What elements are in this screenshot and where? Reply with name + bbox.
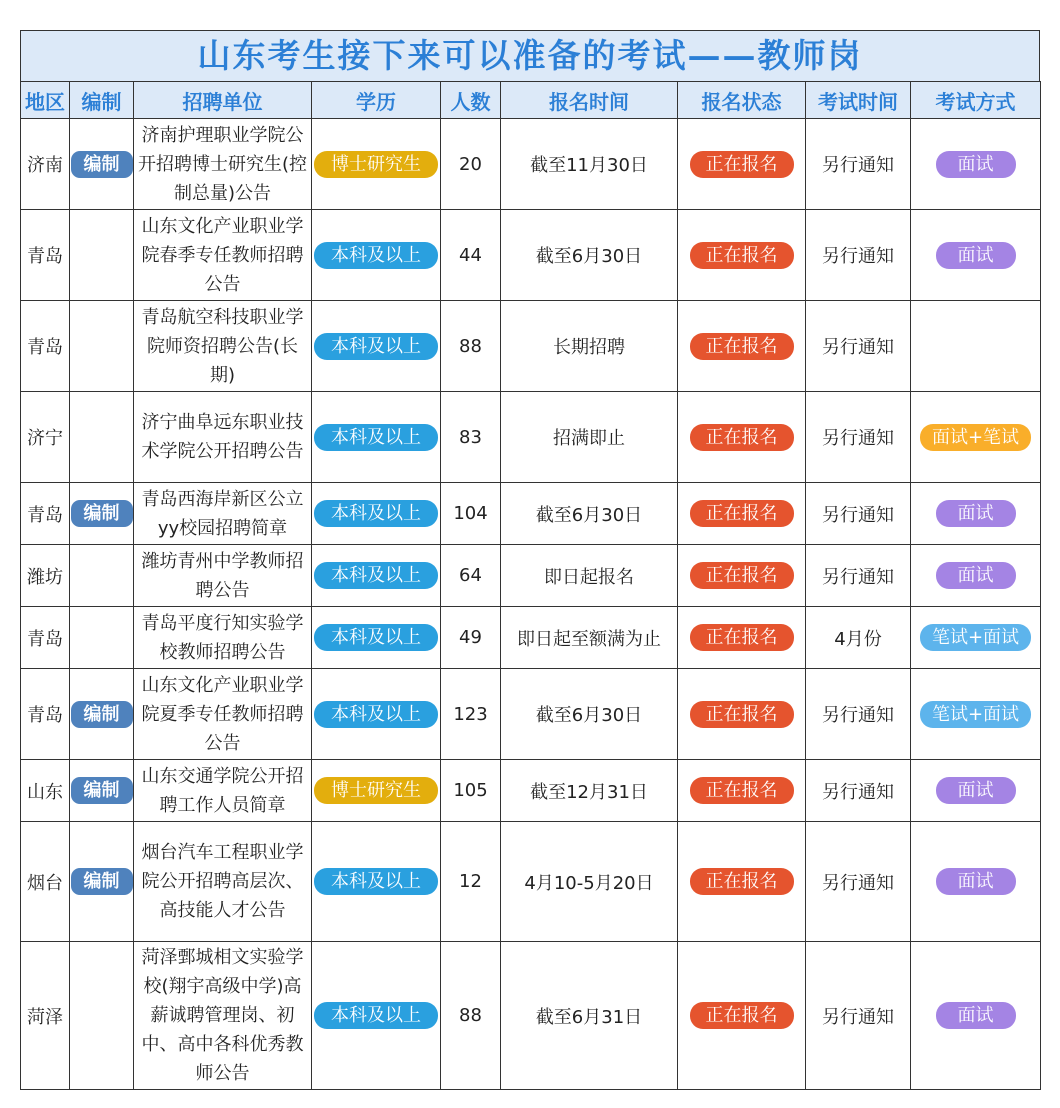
exam-time-cell [806, 669, 911, 760]
education-cell [312, 822, 441, 942]
table-header-row [21, 82, 1041, 119]
status-badge: 正在报名 [690, 562, 794, 589]
education-cell [312, 301, 441, 392]
status-badge: 正在报名 [690, 500, 794, 527]
table-row [21, 301, 1041, 392]
count-text: 104 [453, 503, 488, 524]
exam-mode-badge: 面试 [936, 777, 1016, 804]
bianzhi-badge: 编制 [71, 500, 133, 527]
status-badge: 正在报名 [690, 1002, 794, 1029]
education-badge: 本科及以上 [314, 242, 438, 269]
education-badge: 博士研究生 [314, 151, 438, 178]
exam-mode-cell [911, 119, 1041, 210]
exam-mode-badge: 笔试+面试 [920, 624, 1031, 651]
education-badge: 博士研究生 [314, 777, 438, 804]
unit-text: 烟台汽车工程职业学院公开招聘高层次、高技能人才公告 [141, 842, 304, 921]
table-row [21, 822, 1041, 942]
bianzhi-cell [70, 822, 134, 942]
education-badge: 本科及以上 [314, 1002, 438, 1029]
count-text: 123 [453, 703, 488, 725]
unit-cell [134, 210, 312, 301]
bianzhi-cell [70, 119, 134, 210]
count-text: 88 [459, 335, 482, 357]
exam-mode-cell [911, 760, 1041, 822]
exam-time-text: 4月份 [834, 628, 882, 650]
bianzhi-cell [70, 942, 134, 1090]
exam-mode-badge: 面试 [936, 500, 1016, 527]
exam-mode-cell [911, 822, 1041, 942]
table-row [21, 483, 1041, 545]
unit-text: 济宁曲阜远东职业技术学院公开招聘公告 [141, 412, 304, 462]
exam-mode-badge: 面试+笔试 [920, 424, 1031, 451]
count-cell [441, 210, 501, 301]
bianzhi-badge: 编制 [71, 777, 133, 804]
count-cell [441, 545, 501, 607]
exam-time-text: 另行通知 [822, 566, 894, 588]
exam-mode-cell [911, 669, 1041, 760]
exam-mode-badge: 面试 [936, 1002, 1016, 1029]
registration-time-cell [501, 760, 678, 822]
exam-time-text: 另行通知 [822, 428, 894, 449]
exam-mode-badge: 面试 [936, 242, 1016, 269]
unit-cell [134, 822, 312, 942]
unit-cell [134, 392, 312, 483]
exam-time-text: 另行通知 [822, 872, 894, 894]
exam-mode-cell [911, 301, 1041, 392]
status-badge: 正在报名 [690, 333, 794, 360]
unit-text: 菏泽鄄城相文实验学校(翔宇高级中学)高薪诚聘管理岗、初中、高中各科优秀教师公告 [141, 947, 304, 1084]
registration-time-text: 截至6月30日 [535, 504, 643, 526]
registration-time-cell [501, 119, 678, 210]
status-cell [678, 607, 806, 669]
education-badge: 本科及以上 [314, 333, 438, 360]
count-cell [441, 119, 501, 210]
status-cell [678, 942, 806, 1090]
education-cell [312, 607, 441, 669]
count-text: 12 [459, 871, 482, 892]
registration-time-text: 招满即止 [553, 428, 625, 449]
region-text: 青岛 [27, 705, 63, 726]
status-cell [678, 392, 806, 483]
bianzhi-badge: 编制 [71, 701, 133, 728]
count-cell [441, 669, 501, 760]
exam-mode-cell [911, 942, 1041, 1090]
count-cell [441, 607, 501, 669]
exam-time-cell [806, 942, 911, 1090]
region-text: 济宁 [27, 428, 63, 449]
table-row [21, 942, 1041, 1090]
region-cell [21, 822, 70, 942]
unit-cell [134, 760, 312, 822]
header-bianzhi: 编制 [70, 82, 134, 119]
region-cell [21, 210, 70, 301]
region-text: 山东 [27, 781, 63, 803]
status-cell [678, 119, 806, 210]
exam-time-cell [806, 822, 911, 942]
status-badge: 正在报名 [690, 151, 794, 178]
header-education: 学历 [312, 82, 441, 119]
table-row [21, 392, 1041, 483]
bianzhi-cell [70, 392, 134, 483]
status-cell [678, 760, 806, 822]
exam-time-cell [806, 760, 911, 822]
registration-time-text: 长期招聘 [553, 337, 625, 358]
exam-mode-cell [911, 392, 1041, 483]
exam-mode-cell [911, 607, 1041, 669]
registration-time-cell [501, 669, 678, 760]
table-row [21, 119, 1041, 210]
exam-time-text: 另行通知 [822, 337, 894, 358]
exam-mode-badge: 面试 [936, 562, 1016, 589]
bianzhi-badge: 编制 [71, 868, 133, 895]
status-cell [678, 210, 806, 301]
region-text: 青岛 [27, 337, 63, 358]
status-badge: 正在报名 [690, 624, 794, 651]
region-cell [21, 669, 70, 760]
education-cell [312, 392, 441, 483]
status-cell [678, 669, 806, 760]
registration-time-text: 截至12月31日 [530, 781, 648, 803]
header-unit: 招聘单位 [134, 82, 312, 119]
exam-time-cell [806, 483, 911, 545]
count-text: 64 [459, 565, 482, 586]
unit-text: 潍坊青州中学教师招聘公告 [141, 550, 304, 601]
region-cell [21, 607, 70, 669]
region-cell [21, 760, 70, 822]
unit-cell [134, 669, 312, 760]
region-cell [21, 392, 70, 483]
education-cell [312, 545, 441, 607]
status-cell [678, 301, 806, 392]
registration-time-text: 4月10-5月20日 [524, 872, 654, 894]
unit-text: 济南护理职业学院公开招聘博士研究生(控制总量)公告 [137, 124, 308, 204]
registration-time-text: 截至11月30日 [530, 155, 648, 176]
status-cell [678, 822, 806, 942]
exam-time-text: 另行通知 [822, 781, 894, 803]
region-cell [21, 942, 70, 1090]
registration-time-text: 截至6月30日 [535, 705, 643, 726]
header-exam-mode: 考试方式 [911, 82, 1041, 119]
status-badge: 正在报名 [690, 868, 794, 895]
count-cell [441, 760, 501, 822]
unit-text: 青岛航空科技职业学院师资招聘公告(长期) [141, 306, 304, 386]
count-cell [441, 392, 501, 483]
unit-text: 山东文化产业职业学院春季专任教师招聘公告 [141, 215, 304, 295]
unit-text: 山东交通学院公开招聘工作人员简章 [141, 765, 304, 816]
registration-time-cell [501, 607, 678, 669]
table-row [21, 607, 1041, 669]
status-badge: 正在报名 [690, 242, 794, 269]
header-count: 人数 [441, 82, 501, 119]
unit-cell [134, 119, 312, 210]
recruitment-table-container [20, 30, 1040, 1090]
registration-time-cell [501, 210, 678, 301]
exam-mode-badge: 面试 [936, 151, 1016, 178]
exam-time-cell [806, 392, 911, 483]
registration-time-cell [501, 545, 678, 607]
status-badge: 正在报名 [690, 701, 794, 728]
status-badge: 正在报名 [690, 777, 794, 804]
education-cell [312, 669, 441, 760]
registration-time-text: 截至6月31日 [535, 1006, 643, 1028]
registration-time-cell [501, 392, 678, 483]
bianzhi-cell [70, 210, 134, 301]
region-text: 菏泽 [27, 1006, 63, 1028]
region-text: 潍坊 [27, 566, 63, 588]
status-cell [678, 483, 806, 545]
education-badge: 本科及以上 [314, 424, 438, 451]
education-cell [312, 760, 441, 822]
region-cell [21, 483, 70, 545]
education-cell [312, 483, 441, 545]
bianzhi-cell [70, 607, 134, 669]
table-row [21, 760, 1041, 822]
region-text: 青岛 [27, 246, 63, 267]
header-region: 地区 [21, 82, 70, 119]
count-text: 49 [459, 627, 482, 648]
registration-time-text: 截至6月30日 [535, 246, 643, 267]
header-registration-time: 报名时间 [501, 82, 678, 119]
education-badge: 本科及以上 [314, 624, 438, 651]
page-title: 山东考生接下来可以准备的考试——教师岗 [20, 30, 1040, 81]
exam-time-text: 另行通知 [822, 246, 894, 267]
exam-mode-cell [911, 483, 1041, 545]
exam-time-text: 另行通知 [822, 155, 894, 176]
status-cell [678, 545, 806, 607]
registration-time-cell [501, 942, 678, 1090]
recruitment-table [20, 81, 1041, 1090]
registration-time-text: 即日起报名 [544, 566, 634, 588]
exam-time-cell [806, 545, 911, 607]
exam-time-text: 另行通知 [822, 705, 894, 726]
table-row [21, 210, 1041, 301]
header-exam-time: 考试时间 [806, 82, 911, 119]
unit-cell [134, 301, 312, 392]
region-cell [21, 545, 70, 607]
registration-time-text: 即日起至额满为止 [517, 628, 661, 650]
registration-time-cell [501, 822, 678, 942]
bianzhi-cell [70, 301, 134, 392]
region-cell [21, 301, 70, 392]
status-badge: 正在报名 [690, 424, 794, 451]
region-text: 烟台 [27, 872, 63, 894]
education-badge: 本科及以上 [314, 868, 438, 895]
count-text: 88 [459, 1005, 482, 1026]
count-cell [441, 822, 501, 942]
exam-mode-badge: 面试 [936, 868, 1016, 895]
unit-text: 青岛平度行知实验学校教师招聘公告 [141, 612, 304, 663]
exam-mode-cell [911, 210, 1041, 301]
bianzhi-cell [70, 483, 134, 545]
unit-cell [134, 483, 312, 545]
bianzhi-cell [70, 760, 134, 822]
exam-mode-cell [911, 545, 1041, 607]
header-registration-status: 报名状态 [678, 82, 806, 119]
education-badge: 本科及以上 [314, 701, 438, 728]
count-text: 20 [459, 153, 482, 175]
region-text: 济南 [27, 155, 63, 176]
exam-time-text: 另行通知 [822, 1006, 894, 1028]
count-text: 83 [459, 426, 482, 448]
region-cell [21, 119, 70, 210]
education-cell [312, 210, 441, 301]
education-cell [312, 942, 441, 1090]
count-cell [441, 483, 501, 545]
education-badge: 本科及以上 [314, 500, 438, 527]
exam-time-cell [806, 210, 911, 301]
table-row [21, 669, 1041, 760]
unit-text: 青岛西海岸新区公立yy校园招聘简章 [141, 488, 304, 539]
registration-time-cell [501, 483, 678, 545]
unit-text: 山东文化产业职业学院夏季专任教师招聘公告 [141, 674, 304, 754]
exam-time-cell [806, 607, 911, 669]
region-text: 青岛 [27, 628, 63, 650]
count-cell [441, 942, 501, 1090]
unit-cell [134, 607, 312, 669]
bianzhi-cell [70, 669, 134, 760]
count-text: 105 [453, 780, 488, 801]
table-body [21, 119, 1041, 1090]
exam-time-cell [806, 119, 911, 210]
exam-mode-badge: 笔试+面试 [920, 701, 1031, 728]
table-row [21, 545, 1041, 607]
region-text: 青岛 [27, 504, 63, 526]
education-badge: 本科及以上 [314, 562, 438, 589]
bianzhi-cell [70, 545, 134, 607]
unit-cell [134, 545, 312, 607]
count-text: 44 [459, 244, 482, 266]
bianzhi-badge: 编制 [71, 151, 133, 178]
exam-time-text: 另行通知 [822, 504, 894, 526]
unit-cell [134, 942, 312, 1090]
education-cell [312, 119, 441, 210]
count-cell [441, 301, 501, 392]
registration-time-cell [501, 301, 678, 392]
exam-time-cell [806, 301, 911, 392]
